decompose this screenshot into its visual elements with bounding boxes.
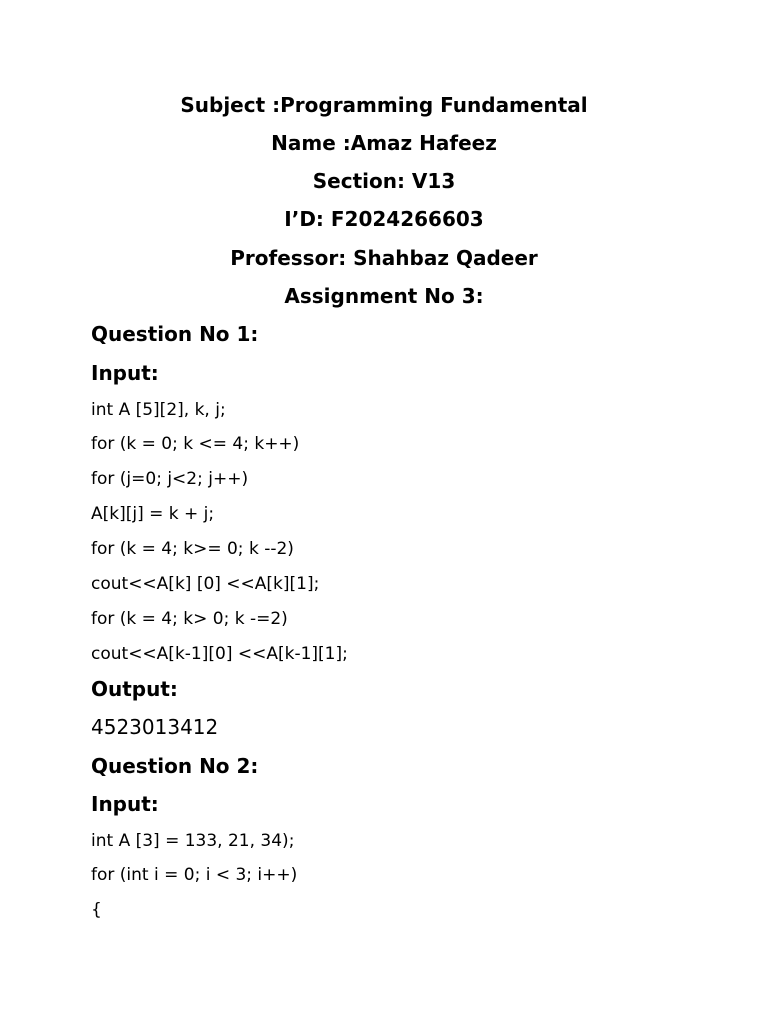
question-1-title: Question No 1:: [91, 322, 259, 346]
id-heading: I’D: F2024266603: [284, 207, 484, 231]
question-1-input-label: Input:: [91, 361, 159, 385]
question-1-output-value: 4523013412: [91, 715, 219, 739]
question-1-code-line: int A [5][2], k, j;: [91, 400, 226, 420]
question-1-code-line: cout<<A[k] [0] <<A[k][1];: [91, 574, 320, 594]
question-2-code-line: {: [91, 900, 102, 920]
question-1-code-line: for (k = 4; k>= 0; k --2): [91, 539, 294, 559]
question-1-code-line: for (j=0; j<2; j++): [91, 469, 249, 489]
subject-heading: Subject :Programming Fundamental: [180, 93, 588, 117]
question-2-input-label: Input:: [91, 792, 159, 816]
question-2-code-line: int A [3] = 133, 21, 34);: [91, 831, 295, 851]
question-2-code-line: for (int i = 0; i < 3; i++): [91, 865, 298, 885]
section-heading: Section: V13: [312, 169, 456, 193]
question-1-code-line: for (k = 0; k <= 4; k++): [91, 434, 300, 454]
question-1-code-line: for (k = 4; k> 0; k -=2): [91, 609, 288, 629]
question-2-title: Question No 2:: [91, 754, 259, 778]
question-1-code-line: cout<<A[k-1][0] <<A[k-1][1];: [91, 644, 348, 664]
question-1-code-line: A[k][j] = k + j;: [91, 504, 215, 524]
assignment-heading: Assignment No 3:: [284, 284, 484, 308]
name-heading: Name :Amaz Hafeez: [271, 131, 497, 155]
question-1-output-label: Output:: [91, 677, 178, 701]
professor-heading: Professor: Shahbaz Qadeer: [230, 246, 538, 270]
